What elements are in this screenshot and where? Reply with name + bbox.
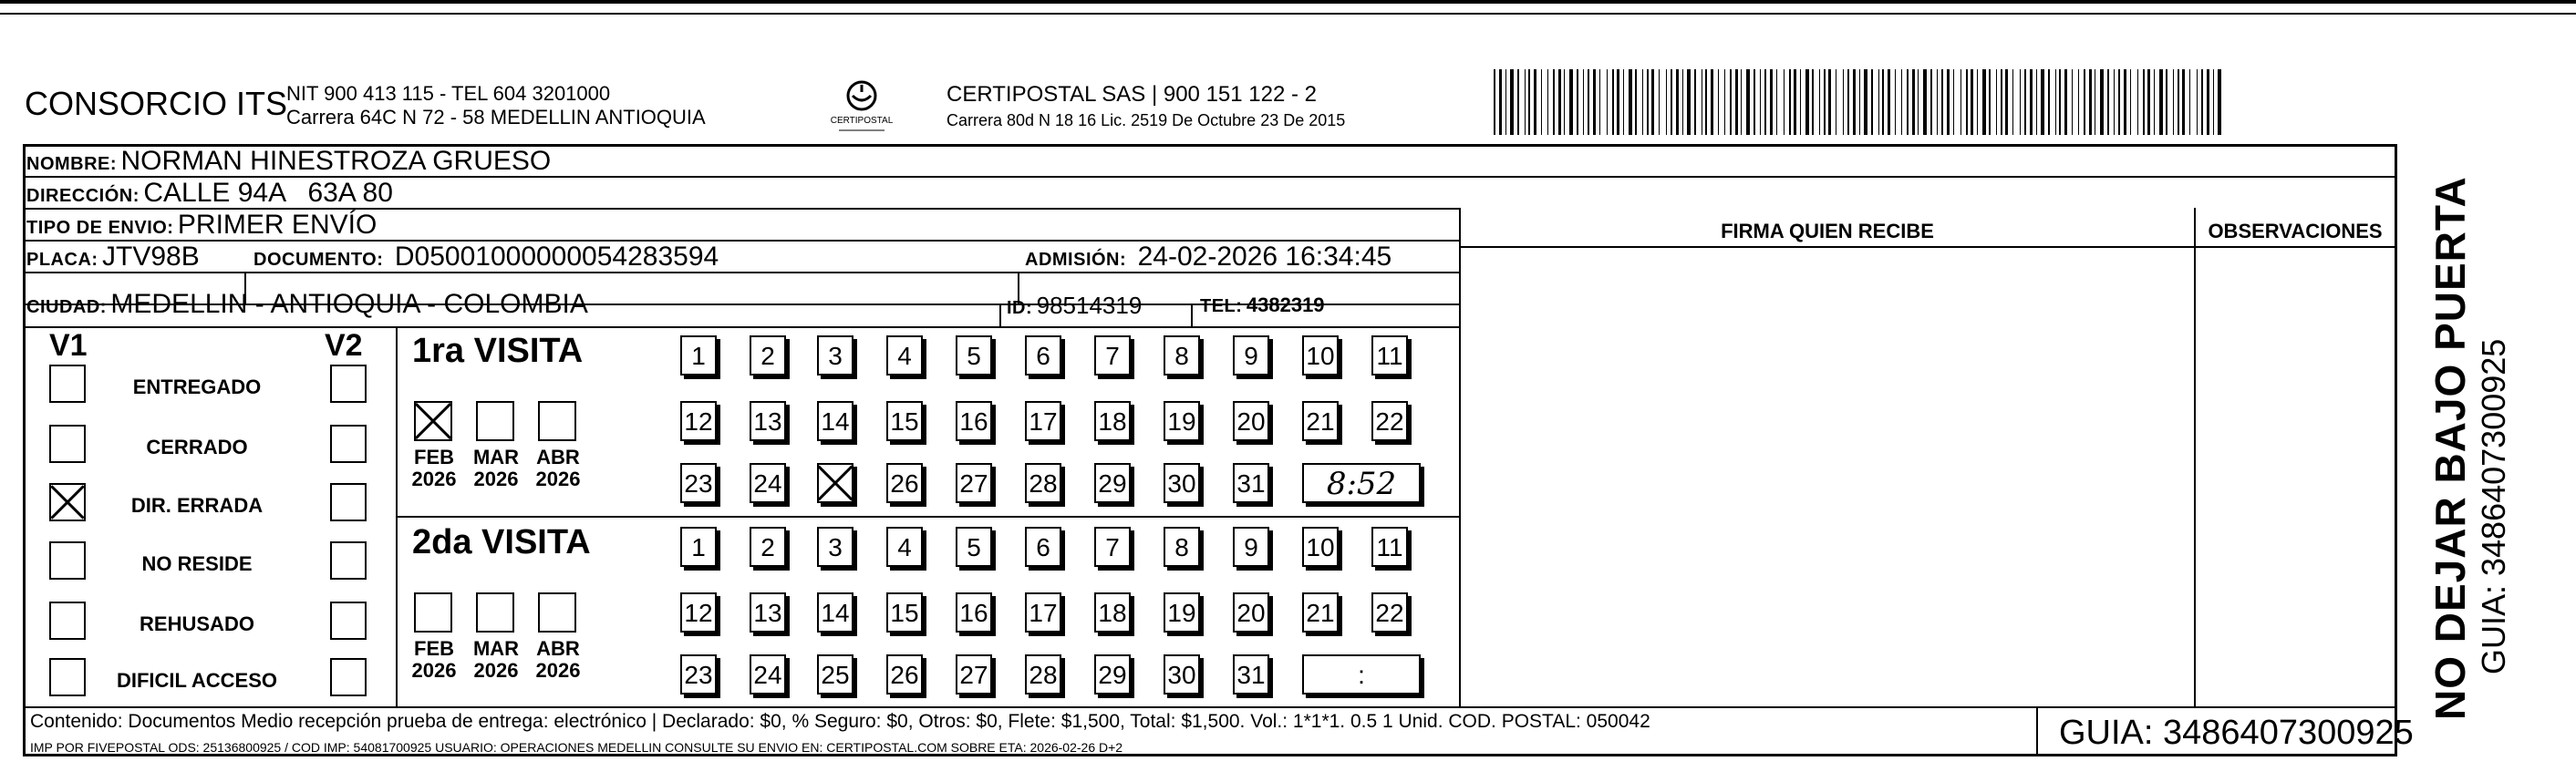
barcode-bar: [1741, 69, 1742, 135]
divider: [2395, 176, 2396, 706]
barcode-bar: [1937, 69, 1938, 135]
barcode-bar: [2118, 69, 2120, 135]
barcode-bar: [2064, 69, 2067, 135]
day-box-10[interactable]: 10: [1302, 527, 1339, 567]
day-box-26[interactable]: 26: [886, 463, 923, 503]
day-box-16[interactable]: 16: [956, 401, 992, 441]
ciudad-value: MEDELLIN - ANTIOQUIA - COLOMBIA: [110, 289, 588, 319]
v1-checkbox-0[interactable]: [49, 365, 86, 403]
time-value: :: [1358, 661, 1365, 689]
day-box-27[interactable]: 27: [956, 463, 992, 503]
certipostal-info: [947, 82, 1345, 130]
barcode-bar: [1553, 69, 1555, 135]
day-box-2[interactable]: 2: [750, 527, 786, 567]
barcode-bar: [2147, 69, 2150, 135]
day-box-22[interactable]: 22: [1371, 592, 1408, 633]
barcode-bar: [2084, 69, 2085, 135]
barcode-bar: [1730, 69, 1732, 135]
status-label: DIR. ERRADA: [130, 494, 264, 517]
company-nit: NIT 900 413 115 - TEL 604 3201000: [286, 82, 611, 105]
barcode-bar: [1853, 69, 1856, 135]
day-box-21[interactable]: 21: [1302, 401, 1339, 441]
barcode-bar: [1941, 69, 1943, 135]
barcode-bar: [1996, 69, 1997, 135]
barcode-bar: [2041, 69, 2044, 135]
day-box-12[interactable]: 12: [680, 401, 717, 441]
v2-header: V2: [325, 328, 363, 363]
v1-checkbox-4[interactable]: [49, 602, 86, 640]
month-name: FEB: [414, 637, 454, 660]
barcode-bar: [1494, 69, 1495, 135]
month-label: [407, 447, 461, 490]
barcode-bar: [2036, 69, 2037, 135]
barcode-bar: [2059, 69, 2061, 135]
day-box-16[interactable]: 16: [956, 592, 992, 633]
barcode-bar: [2178, 69, 2179, 135]
id-cell: [1007, 292, 1142, 320]
day-box-1[interactable]: 1: [680, 527, 717, 567]
tipo-envio-label: TIPO DE ENVIO:: [26, 218, 174, 238]
nombre-value: NORMAN HINESTROZA GRUESO: [120, 146, 552, 176]
day-box-8[interactable]: 8: [1164, 335, 1200, 376]
barcode-bar: [1682, 69, 1683, 135]
barcode-bar: [1517, 69, 1519, 135]
divider: [999, 304, 1001, 326]
id-value: 98514319: [1036, 292, 1143, 319]
admision-cell: [1025, 242, 1391, 273]
barcode-bar: [1847, 69, 1849, 135]
direccion-row: [26, 178, 393, 209]
barcode-bar: [2100, 69, 2104, 135]
side-text: [2426, 176, 2513, 720]
day-box-6[interactable]: 6: [1025, 527, 1061, 567]
time-field[interactable]: [1302, 654, 1421, 695]
v2-checkbox-2[interactable]: [330, 483, 367, 521]
status-label: ENTREGADO: [132, 376, 262, 398]
nombre-row: [26, 146, 551, 177]
day-box-2[interactable]: 2: [750, 335, 786, 376]
month-name: MAR: [472, 446, 520, 468]
day-box-3[interactable]: 3: [817, 335, 853, 376]
day-box-10[interactable]: 10: [1302, 335, 1339, 376]
month-year: 2026: [411, 468, 457, 490]
admision-value: 24-02-2026 16:34:45: [1137, 242, 1392, 272]
barcode-bar: [1754, 69, 1755, 135]
day-box-14[interactable]: 14: [817, 401, 853, 441]
footer-content: Contenido: Documentos Medio recepción prueba de entrega: electrónico | Declarado: $0, % Seguro: $0, Otros: $0, Flete: $1,500, Total: $1,500. Vol.: 1*1*1. 0.5 1 Unid. COD. POSTAL: 050042: [30, 711, 1650, 732]
divider: [396, 326, 398, 706]
v2-checkbox-3[interactable]: [330, 541, 367, 580]
admision-label: ADMISIÓN:: [1025, 250, 1127, 270]
barcode-bar: [1800, 69, 1801, 135]
day-box-8[interactable]: 8: [1164, 527, 1200, 567]
divider: [23, 706, 2397, 708]
barcode-bar: [1864, 69, 1867, 135]
status-label: REHUSADO: [140, 612, 254, 635]
month-name: ABR: [536, 446, 580, 468]
v2-checkbox-5[interactable]: [330, 658, 367, 696]
barcode-bar: [1534, 69, 1536, 135]
side-warning: NO DEJAR BAJO PUERTA: [2426, 176, 2474, 720]
month-checkbox-abr[interactable]: [538, 592, 576, 633]
day-box-13[interactable]: 13: [750, 401, 786, 441]
barcode-bar: [1930, 69, 1932, 135]
day-box-3[interactable]: 3: [817, 527, 853, 567]
barcode-bar: [1746, 69, 1750, 135]
documento-cell: [253, 242, 719, 273]
status-label: CERRADO: [146, 436, 248, 458]
divider: [1459, 246, 2397, 248]
side-guia: GUIA: 3486407300925: [2475, 338, 2512, 674]
day-box-7[interactable]: 7: [1094, 335, 1131, 376]
barcode-bar: [1525, 69, 1526, 135]
company-address: Carrera 64C N 72 - 58 MEDELLIN ANTIOQUIA: [286, 106, 706, 129]
day-box-7[interactable]: 7: [1094, 527, 1131, 567]
barcode: [1494, 69, 2223, 135]
barcode-bar: [1569, 69, 1573, 135]
certipostal-line1: CERTIPOSTAL SAS | 900 151 122 - 2: [947, 82, 1317, 107]
day-box-31[interactable]: 31: [1233, 654, 1269, 695]
direccion-value: CALLE 94A 63A 80: [143, 178, 393, 208]
barcode-bar: [1888, 69, 1890, 135]
barcode-bar: [1711, 69, 1713, 135]
v1-checkbox-5[interactable]: [49, 658, 86, 696]
footer-print-info: IMP POR FIVEPOSTAL ODS: 25136800925 / COD IMP: 54081700925 USUARIO: OPERACIONES MEDELLIN CONSULTE SU ENVIO EN: CERTIPOSTAL.COM SOBRE ETA: 2026-02-26 D+2: [30, 740, 1123, 755]
barcode-bar: [1671, 69, 1672, 135]
ciudad-label: CIUDAD:: [26, 297, 107, 317]
month-label: [469, 447, 523, 490]
barcode-bar: [1612, 69, 1614, 135]
barcode-bar: [1547, 69, 1548, 135]
month-year: 2026: [535, 659, 581, 682]
day-box-25[interactable]: 25: [817, 654, 853, 695]
month-name: FEB: [414, 446, 454, 468]
status-label: DIFICIL ACCESO: [116, 669, 277, 692]
day-box-28[interactable]: 28: [1025, 654, 1061, 695]
month-year: 2026: [535, 468, 581, 490]
barcode-bar: [1859, 69, 1860, 135]
day-box-24[interactable]: 24: [750, 463, 786, 503]
day-box-11[interactable]: 11: [1371, 335, 1408, 376]
company-info: [286, 82, 706, 129]
barcode-bar: [1687, 69, 1691, 135]
month-label: [531, 638, 585, 682]
v1-header: V1: [49, 328, 88, 363]
barcode-bar: [2207, 69, 2209, 135]
visit-title: 1ra VISITA: [412, 332, 584, 370]
documento-label: DOCUMENTO:: [253, 250, 384, 270]
tel-cell: [1200, 293, 1325, 317]
barcode-bar: [1629, 69, 1632, 135]
barcode-bar: [1659, 69, 1660, 135]
day-box-19[interactable]: 19: [1164, 592, 1200, 633]
tel-label: TEL:: [1200, 296, 1243, 316]
month-label: [407, 638, 461, 682]
barcode-bar: [2030, 69, 2033, 135]
barcode-bar: [1577, 69, 1578, 135]
day-box-5[interactable]: 5: [956, 527, 992, 567]
barcode-bar: [1588, 69, 1589, 135]
day-box-9[interactable]: 9: [1233, 335, 1269, 376]
barcode-bar: [1977, 69, 1978, 135]
day-box-17[interactable]: 17: [1025, 401, 1061, 441]
day-box-18[interactable]: 18: [1094, 592, 1131, 633]
barcode-bar: [1499, 69, 1502, 135]
barcode-bar: [2089, 69, 2092, 135]
barcode-bar: [1558, 69, 1561, 135]
placa-label: PLACA:: [26, 250, 98, 270]
month-checkbox-feb[interactable]: [414, 592, 452, 633]
day-box-30[interactable]: 30: [1164, 654, 1200, 695]
day-box-5[interactable]: 5: [956, 335, 992, 376]
day-box-20[interactable]: 20: [1233, 592, 1269, 633]
barcode-bar: [1953, 69, 1954, 135]
barcode-bar: [1541, 69, 1542, 135]
v1-checkbox-1[interactable]: [49, 425, 86, 463]
barcode-bar: [2024, 69, 2026, 135]
day-box-19[interactable]: 19: [1164, 401, 1200, 441]
barcode-bar: [2197, 69, 2198, 135]
barcode-bar: [1770, 69, 1773, 135]
barcode-bar: [2048, 69, 2050, 135]
barcode-bar: [2213, 69, 2214, 135]
barcode-bar: [1647, 69, 1649, 135]
day-box-29[interactable]: 29: [1094, 654, 1131, 695]
barcode-bar: [2173, 69, 2174, 135]
day-box-25[interactable]: [817, 463, 853, 503]
barcode-bar: [2020, 69, 2021, 135]
day-box-4[interactable]: 4: [886, 335, 923, 376]
documento-value: D05001000000054283594: [394, 242, 719, 272]
barcode-bar: [1966, 69, 1968, 135]
day-box-24[interactable]: 24: [750, 654, 786, 695]
barcode-bar: [1971, 69, 1973, 135]
top-edge-line-2: [0, 13, 2576, 15]
id-label: ID:: [1007, 298, 1033, 318]
tipo-envio-row: [26, 210, 377, 241]
day-box-11[interactable]: 11: [1371, 527, 1408, 567]
barcode-bar: [1907, 69, 1909, 135]
barcode-bar: [1735, 69, 1738, 135]
v2-checkbox-1[interactable]: [330, 425, 367, 463]
day-box-15[interactable]: 15: [886, 401, 923, 441]
month-checkbox-abr[interactable]: [538, 401, 576, 441]
barcode-bar: [2005, 69, 2008, 135]
month-year: 2026: [473, 468, 519, 490]
barcode-bar: [1819, 69, 1820, 135]
day-box-15[interactable]: 15: [886, 592, 923, 633]
nombre-label: NOMBRE:: [26, 154, 118, 174]
day-box-28[interactable]: 28: [1025, 463, 1061, 503]
tipo-envio-value: PRIMER ENVÍO: [177, 210, 378, 240]
barcode-bar: [2001, 69, 2002, 135]
day-box-29[interactable]: 29: [1094, 463, 1131, 503]
barcode-bar: [1828, 69, 1831, 135]
month-label: [469, 638, 523, 682]
divider: [2194, 208, 2196, 706]
v1-checkbox-2[interactable]: [49, 483, 86, 521]
direccion-label: DIRECCIÓN:: [26, 186, 140, 206]
time-value: 8:52: [1326, 466, 1397, 502]
barcode-bar: [1651, 69, 1654, 135]
day-box-22[interactable]: 22: [1371, 401, 1408, 441]
day-box-26[interactable]: 26: [886, 654, 923, 695]
day-box-14[interactable]: 14: [817, 592, 853, 633]
day-box-21[interactable]: 21: [1302, 592, 1339, 633]
barcode-bar: [2218, 69, 2221, 135]
v2-checkbox-0[interactable]: [330, 365, 367, 403]
barcode-bar: [1593, 69, 1596, 135]
tel-value: 4382319: [1246, 293, 1325, 316]
barcode-bar: [1718, 69, 1719, 135]
barcode-bar: [1812, 69, 1814, 135]
barcode-bar: [2072, 69, 2073, 135]
barcode-bar: [1901, 69, 1902, 135]
placa-cell: [26, 242, 200, 273]
top-edge-line: [0, 0, 2576, 4]
certipostal-logo: [825, 77, 898, 143]
month-year: 2026: [473, 659, 519, 682]
divider: [1459, 208, 1461, 706]
barcode-bar: [1960, 69, 1961, 135]
day-box-23[interactable]: 23: [680, 463, 717, 503]
barcode-bar: [1694, 69, 1696, 135]
barcode-bar: [1635, 69, 1637, 135]
barcode-bar: [2182, 69, 2185, 135]
firma-header: FIRMA QUIEN RECIBE: [1721, 220, 1934, 242]
barcode-bar: [2137, 69, 2138, 135]
barcode-bar: [2130, 69, 2131, 135]
day-box-17[interactable]: 17: [1025, 592, 1061, 633]
barcode-bar: [1871, 69, 1873, 135]
barcode-bar: [1918, 69, 1919, 135]
barcode-bar: [1583, 69, 1584, 135]
company-name: CONSORCIO ITS: [25, 85, 288, 122]
barcode-bar: [1776, 69, 1777, 135]
barcode-bar: [1564, 69, 1565, 135]
divider: [2036, 706, 2038, 756]
barcode-bar: [1764, 69, 1766, 135]
barcode-bar: [1784, 69, 1785, 135]
day-box-18[interactable]: 18: [1094, 401, 1131, 441]
barcode-bar: [1607, 69, 1608, 135]
day-box-20[interactable]: 20: [1233, 401, 1269, 441]
placa-value: JTV98B: [102, 242, 200, 272]
barcode-bar: [1878, 69, 1879, 135]
barcode-bar: [1843, 69, 1844, 135]
time-field[interactable]: [1302, 463, 1421, 503]
certipostal-line2: Carrera 80d N 18 16 Lic. 2519 De Octubre 23 De 2015: [947, 111, 1346, 129]
barcode-bar: [2012, 69, 2013, 135]
barcode-bar: [1642, 69, 1643, 135]
day-box-30[interactable]: 30: [1164, 463, 1200, 503]
day-box-13[interactable]: 13: [750, 592, 786, 633]
day-box-31[interactable]: 31: [1233, 463, 1269, 503]
barcode-bar: [1989, 69, 1991, 135]
barcode-bar: [2166, 69, 2167, 135]
barcode-bar: [1599, 69, 1600, 135]
barcode-bar: [1724, 69, 1725, 135]
barcode-bar: [1789, 69, 1791, 135]
divider: [396, 516, 1459, 518]
barcode-bar: [1666, 69, 1667, 135]
barcode-bar: [1623, 69, 1624, 135]
barcode-bar: [2114, 69, 2115, 135]
day-box-1[interactable]: 1: [680, 335, 717, 376]
day-box-12[interactable]: 12: [680, 592, 717, 633]
day-box-23[interactable]: 23: [680, 654, 717, 695]
barcode-bar: [2107, 69, 2109, 135]
barcode-bar: [2154, 69, 2155, 135]
logo-text: CERTIPOSTAL: [830, 116, 894, 126]
day-box-27[interactable]: 27: [956, 654, 992, 695]
divider: [1191, 304, 1193, 326]
month-label: [531, 447, 585, 490]
barcode-bar: [1912, 69, 1915, 135]
barcode-bar: [1617, 69, 1619, 135]
month-year: 2026: [411, 659, 457, 682]
v1-checkbox-3[interactable]: [49, 541, 86, 580]
barcode-bar: [1760, 69, 1761, 135]
barcode-bar: [1947, 69, 1950, 135]
ciudad-cell: [26, 289, 588, 320]
barcode-bar: [1805, 69, 1809, 135]
observaciones-header: OBSERVACIONES: [2208, 220, 2383, 242]
barcode-bar: [1882, 69, 1884, 135]
barcode-bar: [1982, 69, 1986, 135]
barcode-bar: [2201, 69, 2203, 135]
barcode-bar: [1505, 69, 1506, 135]
barcode-bar: [1510, 69, 1514, 135]
barcode-bar: [1676, 69, 1679, 135]
month-name: ABR: [536, 637, 580, 660]
status-label: NO RESIDE: [141, 552, 253, 575]
barcode-bar: [2124, 69, 2126, 135]
footer-guia: GUIA: 3486407300925: [2059, 714, 2414, 752]
barcode-bar: [1824, 69, 1826, 135]
barcode-bar: [2189, 69, 2190, 135]
barcode-bar: [1895, 69, 1896, 135]
barcode-bar: [2055, 69, 2056, 135]
divider: [23, 326, 1459, 328]
month-checkbox-mar[interactable]: [476, 401, 514, 441]
v2-checkbox-4[interactable]: [330, 602, 367, 640]
barcode-bar: [2078, 69, 2079, 135]
day-box-4[interactable]: 4: [886, 527, 923, 567]
barcode-bar: [1528, 69, 1530, 135]
day-box-9[interactable]: 9: [1233, 527, 1269, 567]
barcode-bar: [2143, 69, 2145, 135]
visit-title: 2da VISITA: [412, 523, 591, 561]
day-box-6[interactable]: 6: [1025, 335, 1061, 376]
barcode-bar: [1794, 69, 1796, 135]
month-checkbox-feb[interactable]: [414, 401, 452, 441]
month-name: MAR: [472, 637, 520, 660]
month-checkbox-mar[interactable]: [476, 592, 514, 633]
barcode-bar: [1923, 69, 1927, 135]
barcode-bar: [1705, 69, 1707, 135]
barcode-bar: [2159, 69, 2163, 135]
